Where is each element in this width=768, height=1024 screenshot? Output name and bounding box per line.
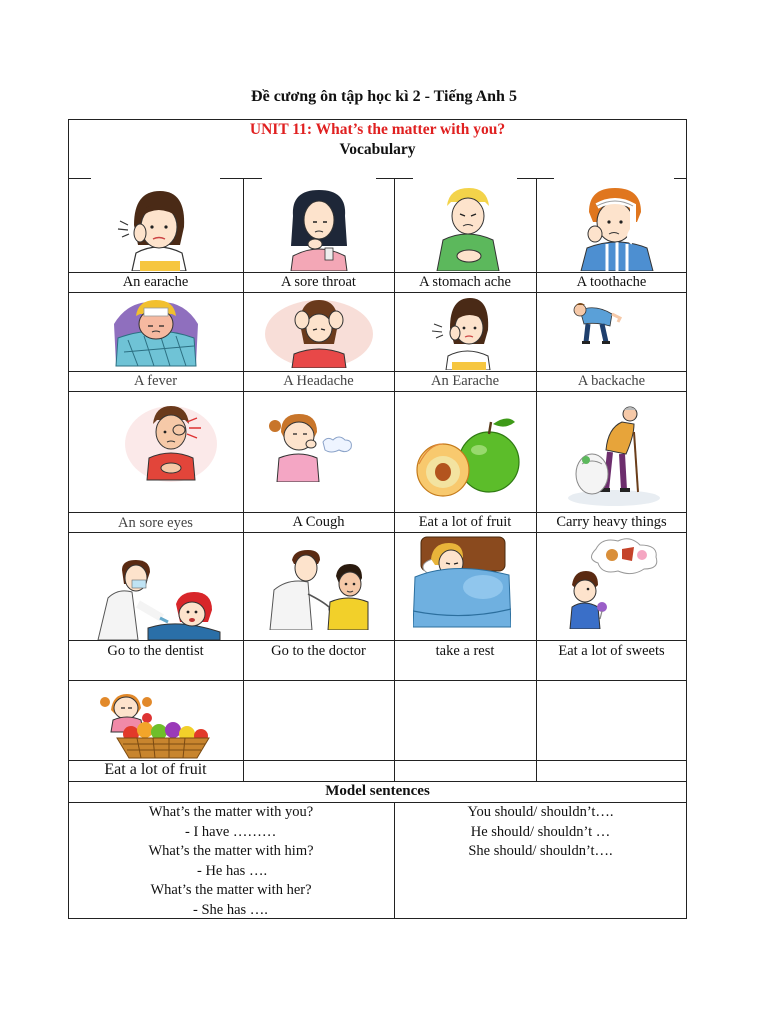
earache-picture xyxy=(98,183,218,271)
vocab-caption: An earache xyxy=(122,274,189,290)
model-sentence-left: What’s the matter with him? xyxy=(148,843,314,859)
column-divider xyxy=(394,178,395,781)
row-divider xyxy=(68,292,687,293)
dentist-picture xyxy=(88,558,224,640)
vocab-caption: A fever xyxy=(133,373,178,389)
column-divider xyxy=(243,178,244,781)
carry-heavy-things-picture xyxy=(564,402,662,508)
model-sentence-left: What’s the matter with you? xyxy=(148,804,314,820)
stomach-ache-picture xyxy=(427,184,509,271)
unit-title: UNIT 11: What’s the matter with you? xyxy=(249,121,506,138)
model-sentence-left: - He has …. xyxy=(197,863,268,879)
cough-picture xyxy=(267,410,359,482)
model-sentence-right: She should/ shouldn’t…. xyxy=(468,843,613,859)
apple-and-peach-picture xyxy=(413,410,523,498)
vocabulary-heading: Vocabulary xyxy=(339,141,416,158)
vocab-caption: Eat a lot of fruit xyxy=(104,761,207,778)
vocab-caption: Go to the dentist xyxy=(107,643,204,659)
row-divider xyxy=(68,680,687,681)
row-divider xyxy=(68,391,687,392)
model-sentence-left: - She has …. xyxy=(193,902,268,918)
model-sentence-right: He should/ shouldn’t … xyxy=(470,824,611,840)
vocab-caption: A sore throat xyxy=(281,274,356,290)
table-divider xyxy=(68,178,91,179)
vocab-caption: Carry heavy things xyxy=(556,514,667,530)
fruit-basket-picture xyxy=(97,682,215,760)
vocab-caption: A backache xyxy=(577,373,646,389)
model-sentence-left: What’s the matter with her? xyxy=(150,882,312,898)
document-title: Đề cương ôn tập học kì 2 - Tiếng Anh 5 xyxy=(251,88,517,105)
backache-picture xyxy=(566,296,634,348)
row-divider xyxy=(68,781,687,782)
vocab-caption: A Cough xyxy=(292,514,345,530)
toothache-picture xyxy=(567,182,667,271)
vocab-caption: take a rest xyxy=(435,643,495,659)
vocab-caption: An sore eyes xyxy=(118,515,193,531)
eat-sweets-picture xyxy=(566,537,662,629)
row-divider xyxy=(68,532,687,533)
row-divider xyxy=(68,640,687,641)
fever-picture xyxy=(108,294,203,369)
sore-throat-picture xyxy=(283,186,355,271)
doctor-picture xyxy=(268,550,372,630)
vocab-caption: A Headache xyxy=(283,373,354,389)
column-divider xyxy=(536,178,537,781)
take-a-rest-picture xyxy=(413,535,511,633)
vocab-caption: A stomach ache xyxy=(419,274,511,290)
headache-picture xyxy=(264,294,374,368)
vocab-caption: An Earache xyxy=(430,373,500,389)
model-sentence-left: - I have ……… xyxy=(185,824,277,840)
model-sentences-heading: Model sentences xyxy=(325,783,430,799)
earache-picture xyxy=(424,294,510,370)
sore-eyes-picture xyxy=(123,400,219,484)
vocab-caption: Eat a lot of fruit xyxy=(418,514,512,530)
vocab-caption: Eat a lot of sweets xyxy=(558,643,665,659)
table-divider xyxy=(220,178,262,179)
vocab-caption: A toothache xyxy=(576,274,647,290)
model-sentence-right: You should/ shouldn’t…. xyxy=(467,804,614,820)
table-divider xyxy=(674,178,687,179)
vocab-caption: Go to the doctor xyxy=(271,643,366,659)
